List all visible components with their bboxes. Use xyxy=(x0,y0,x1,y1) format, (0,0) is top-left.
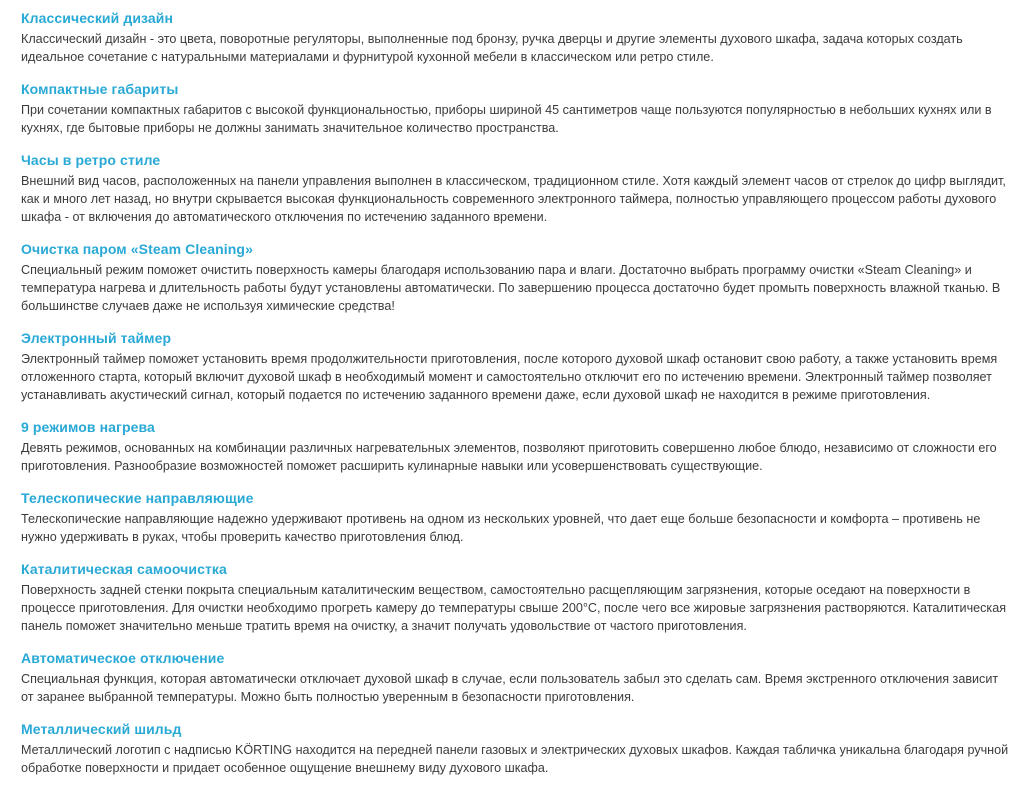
feature-description: Внешний вид часов, расположенных на панели управления выполнен в классическом, традиционном стиле. Хотя каждый элемент часов от стрелок до цифр выглядит, как и много лет назад, но внутри скрывается высокая функциональность современного электронного таймера, полностью управляющего процессом работы духового шкафа - от включения до автоматического отключения по истечению заданного времени. xyxy=(21,174,1006,224)
feature-heating-modes xyxy=(21,418,1009,475)
feature-catalytic-cleaning xyxy=(21,560,1009,635)
feature-telescopic-rails xyxy=(21,489,1009,546)
feature-description: Девять режимов, основанных на комбинации различных нагревательных элементов, позволяют приготовить совершенно любое блюдо, независимо от сложности его приготовления. Разнообразие возможностей поможет расширить кулинарные навыки или усовершенствовать существующие. xyxy=(21,441,997,473)
feature-electronic-timer xyxy=(21,329,1009,404)
feature-description: Металлический логотип с надписью KÖRTING находится на передней панели газовых и электрических духовых шкафов. Каждая табличка уникальна благодаря ручной обработке поверхности и придает особенное ощущение внешнему виду духового шкафа. xyxy=(21,743,1009,775)
feature-title: Компактные габариты xyxy=(21,81,179,97)
feature-title: Автоматическое отключение xyxy=(21,650,225,666)
feature-description: Телескопические направляющие надежно удерживают противень на одном из нескольких уровней, что дает еще больше безопасности и комфорта – противень не нужно удерживать в руках, чтобы проверить качество приготовления блюд. xyxy=(21,512,981,544)
feature-title: Классический дизайн xyxy=(21,10,174,26)
feature-title: Электронный таймер xyxy=(21,330,172,346)
feature-retro-clock xyxy=(21,151,1009,226)
feature-description: Специальный режим поможет очистить поверхность камеры благодаря использованию пара и влаги. Достаточно выбрать программу очистки «Steam Cleaning» и температура нагрева и длительность работы будут установлены автоматически. По завершению процесса достаточно будет промыть поверхность влажной тканью. В большинстве случаев даже не используя химические средства! xyxy=(21,263,1001,313)
feature-description: Поверхность задней стенки покрыта специальным каталитическим веществом, самостоятельно расщепляющим загрязнения, которые оседают на поверхности в процессе приготовления. Для очистки необходимо прогреть камеру до температуры свыше 200°C, после чего все жировые загрязнения растворяются. Каталитическая панель поможет значительно меньше тратить время на очистку, а значит получать удовольствие от частого приготовления. xyxy=(21,583,1007,633)
feature-description: Электронный таймер поможет установить время продолжительности приготовления, после которого духовой шкаф остановит свою работу, а также установить время отложенного старта, который включит духовой шкаф в необходимый момент и самостоятельно отключит его по истечению времени. Электронный таймер позволяет устанавливать акустический сигнал, который подается по истечению заданного времени даже, если духовой шкаф не находится в режиме приготовления. xyxy=(21,352,998,402)
feature-title: Очистка паром «Steam Cleaning» xyxy=(21,241,253,257)
feature-description: При сочетании компактных габаритов с высокой функциональностью, приборы шириной 45 сантиметров чаще пользуются популярностью в небольших кухнях или в кухнях, где бытовые приборы не должны занимать значительное количество пространства. xyxy=(21,103,992,135)
feature-compact-size xyxy=(21,80,1009,137)
feature-description: Специальная функция, которая автоматически отключает духовой шкаф в случае, если пользователь забыл это сделать сам. Время экстренного отключения зависит от заранее выбранной температуры. Можно быть полностью уверенным в безопасности приготовления. xyxy=(21,672,999,704)
feature-description: Классический дизайн - это цвета, поворотные регуляторы, выполненные под бронзу, ручка дверцы и другие элементы духового шкафа, задача которых создать идеальное сочетание с натуральными материалами и фурнитурой кухонной мебели в классическом или ретро стиле. xyxy=(21,32,963,64)
feature-steam-cleaning xyxy=(21,240,1009,315)
feature-classic-design xyxy=(21,9,1009,66)
feature-title: Телескопические направляющие xyxy=(21,490,254,506)
feature-auto-shutoff xyxy=(21,649,1009,706)
feature-title: Часы в ретро стиле xyxy=(21,152,161,168)
feature-metal-badge xyxy=(21,720,1009,777)
feature-title: Металлический шильд xyxy=(21,721,182,737)
feature-title: 9 режимов нагрева xyxy=(21,419,155,435)
feature-title: Каталитическая самоочистка xyxy=(21,561,227,577)
